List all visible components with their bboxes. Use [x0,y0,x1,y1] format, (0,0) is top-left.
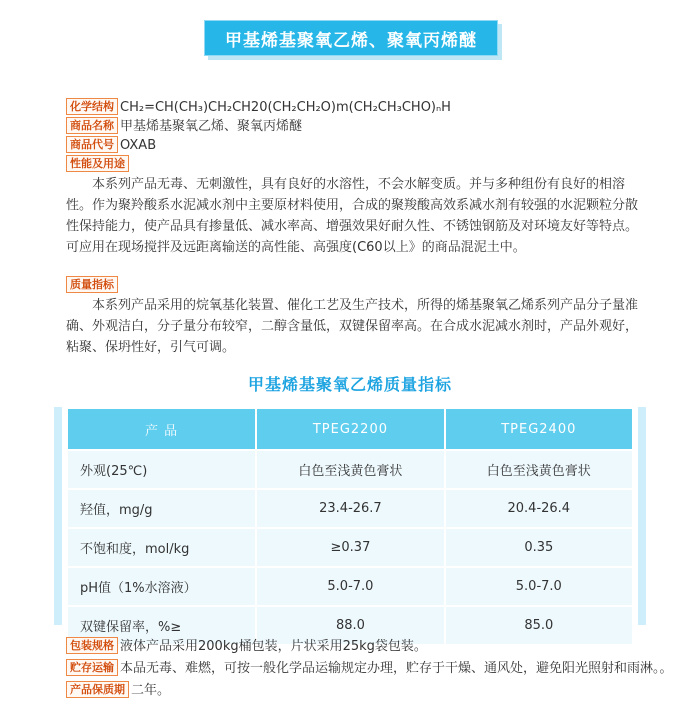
table-row [67,450,633,489]
table-cell: 双键保留率，%≥ [67,606,256,645]
info-tag: 商品名称 [66,117,118,134]
page-title: 甲基烯基聚氧乙烯、聚氧丙烯醚 [225,30,477,51]
table-cell: 白色至浅黄色膏状 [256,450,444,489]
info-row-name [66,117,302,136]
table-header-cell: 产 品 [67,408,256,450]
table-cell: ≥0.37 [256,528,444,567]
info-tag: 贮存运输 [66,659,118,676]
table-cell: 5.0-7.0 [445,567,633,606]
table-row [67,528,633,567]
info-row-code [66,136,156,155]
table-cell: 88.0 [256,606,444,645]
info-row-structure [66,98,451,117]
info-value: OXAB [120,138,157,153]
info-tag: 质量指标 [66,276,118,293]
table-cell: 羟值，mg/g [67,489,256,528]
footer-row-shelf-life [66,681,170,700]
info-value: CH₂=CH(CH₃)CH₂CH20(CH₂CH₂O)m(CH₂CH₃CHO)ₙH [120,100,451,115]
quality-table [66,407,634,646]
info-value: 二年。 [131,683,171,698]
quality-paragraph: 本系列产品采用的烷氧基化装置、催化工艺及生产技术，所得的烯基聚氧乙烯系列产品分子量准确、外观洁白，分子量分布较窄，二醇含量低，双键保留率高。在合成水泥减水剂时，产品外观好，粘聚、保坍性好，引气可调。 [66,298,639,355]
performance-paragraph: 本系列产品无毒、无刺激性，具有良好的水溶性，不会水解变质。并与多种组份有良好的相溶性。作为聚羚酸系水泥减水剂中主要原材料使用，合成的聚羧酸高效系减水剂有较强的水泥颗粒分散性保持能力，使产品具有掺量低、减水率高、增强效果好耐久性、不锈蚀钢筋及对环境友好等特点。可应用在现场搅拌及远距离输送的高性能、高强度(C60以上》的商品混泥土中。 [66,177,639,255]
footer-row-storage [66,659,673,678]
table-cell: 不饱和度，mol/kg [67,528,256,567]
table-cell: 85.0 [445,606,633,645]
table-row [67,567,633,606]
info-value: 液体产品采用200kg桶包装，片状采用25kg袋包装。 [120,639,427,654]
page-title-banner [204,20,498,56]
info-tag: 产品保质期 [66,681,129,698]
table-row [67,489,633,528]
table-cell: 白色至浅黄色膏状 [445,450,633,489]
table-cell: 5.0-7.0 [256,567,444,606]
table-right-bar [638,407,646,625]
info-tag: 包装规格 [66,637,118,654]
table-header-cell: TPEG2200 [256,408,444,450]
table-cell: 23.4-26.7 [256,489,444,528]
table-header-row [67,408,633,450]
table-cell: 0.35 [445,528,633,567]
table-title: 甲基烯基聚氧乙烯质量指标 [247,375,452,394]
table-cell: 20.4-26.4 [445,489,633,528]
table-cell: 外观(25℃) [67,450,256,489]
table-left-bar [54,407,62,625]
info-row-performance [66,155,131,174]
info-tag: 化学结构 [66,98,118,115]
info-tag: 商品代号 [66,136,118,153]
table-header-cell: TPEG2400 [445,408,633,450]
info-tag: 性能及用途 [66,155,129,172]
table-cell: pH值（1%水溶液） [67,567,256,606]
footer-row-packaging [66,637,427,656]
info-value: 甲基烯基聚氧乙烯、聚氧丙烯醚 [120,119,303,134]
quality-heading [66,276,120,295]
info-value: 本品无毒、难燃，可按一般化学品运输规定办理，贮存于干燥、通风处，避免阳光照射和雨淋。。 [120,661,673,676]
